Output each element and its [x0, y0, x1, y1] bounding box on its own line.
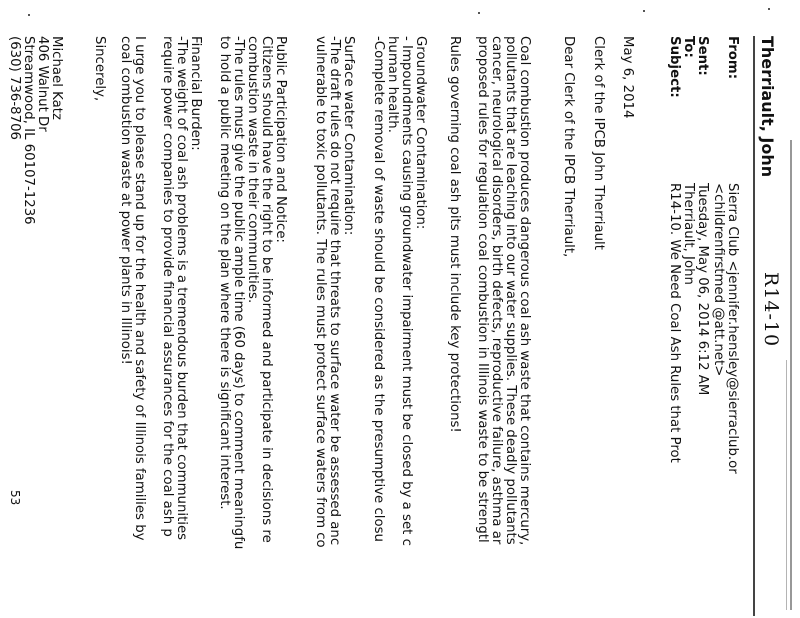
scan-edge-noise [790, 140, 792, 610]
financial-line: require power companies to provide financial assurances for the coal ash p [160, 36, 175, 537]
section-heading-financial: Financial Burden: [188, 36, 203, 151]
surface-line: -The draft rules do not require that threats to surface water be assessed anc [327, 36, 342, 546]
from-value: Sierra Club <jennifer.hensley@sierraclub.or [725, 183, 740, 474]
urge-line: I urge you to please stand up for the health and safety of Illinois families by [132, 36, 147, 541]
intro-line: Coal combustion produces dangerous coal ash waste that contains mercury, [517, 36, 532, 546]
signature-name: Michael Katz [49, 36, 64, 120]
to-value: Therriault, John [681, 183, 696, 285]
intro-line: cancer, neurological disorders, birth defects, reproductive failure, asthma ar [489, 36, 504, 545]
recipient-line: Clerk of the IPCB John Therriault [591, 36, 606, 250]
closing: Sincerely, [92, 36, 107, 102]
groundwater-line: - Impoundments causing groundwater impairment must be closed by a set c [399, 36, 414, 546]
public-line: to hold a public meeting on the plan where there is significant interest. [217, 36, 232, 510]
financial-line: -The weight of coal ash problems is a tremendous burden that communities [174, 36, 189, 541]
from-value-cont: <childrenfirstmed @att.net> [711, 183, 726, 377]
heading-rule [753, 36, 755, 616]
surface-line: vulnerable to toxic pollutants. The rules must protect surface waters from co [313, 36, 328, 548]
from-label: From: [725, 36, 740, 80]
section-heading-public: Public Participation and Notice: [273, 36, 288, 244]
salutation: Dear Clerk of the IPCB Therriault, [561, 36, 576, 258]
groundwater-line: -Complete removal of waste should be considered as the presumptive closu [371, 36, 386, 542]
subject-value: R14-10. We Need Coal Ash Rules that Prot [667, 183, 682, 463]
signature-phone: (630) 736-8706 [7, 36, 22, 140]
groundwater-line: human health. [385, 36, 400, 133]
section-heading-surface-water: Surface water Contamination: [341, 36, 356, 236]
intro-line: pollutants that are leaching into our water supplies. These deadly pollutants [503, 36, 518, 545]
scan-speckle [768, 8, 770, 10]
scan-speckle [478, 12, 480, 14]
scan-speckle [643, 10, 645, 12]
section-heading-groundwater: Groundwater Contamination: [413, 36, 428, 230]
signature-city: Streamwood, IL 60107-1236 [21, 36, 36, 225]
scan-edge-noise [786, 360, 787, 610]
public-line: Citizens should have the right to be informed and participate in decisions re [259, 36, 274, 543]
sent-value: Tuesday, May 06, 2014 6:12 AM [695, 183, 710, 396]
sent-label: Sent: [695, 36, 710, 76]
sender-name-heading: Therriault, John [758, 36, 777, 178]
scan-speckle [28, 14, 30, 16]
public-line: -The rules must give the public ample time (60 days) to comment meaningfu [231, 36, 246, 550]
signature-address: 406 Walnut Dr [35, 36, 50, 132]
document-id: R14-10 [760, 272, 782, 348]
to-label: To: [681, 36, 696, 58]
letter-date: May 6, 2014 [620, 36, 635, 119]
subject-label: Subject: [667, 36, 682, 98]
page-number: 53 [8, 490, 22, 506]
public-line: combustion waste in their communities. [245, 36, 260, 304]
rules-line: Rules governing coal ash pits must include key protections! [447, 36, 462, 433]
intro-line: proposed rules for regulation coal combustion in Illinois waste to be strengtl [475, 36, 490, 543]
urge-line: coal combustion waste at power plants in Illinois! [118, 36, 133, 365]
